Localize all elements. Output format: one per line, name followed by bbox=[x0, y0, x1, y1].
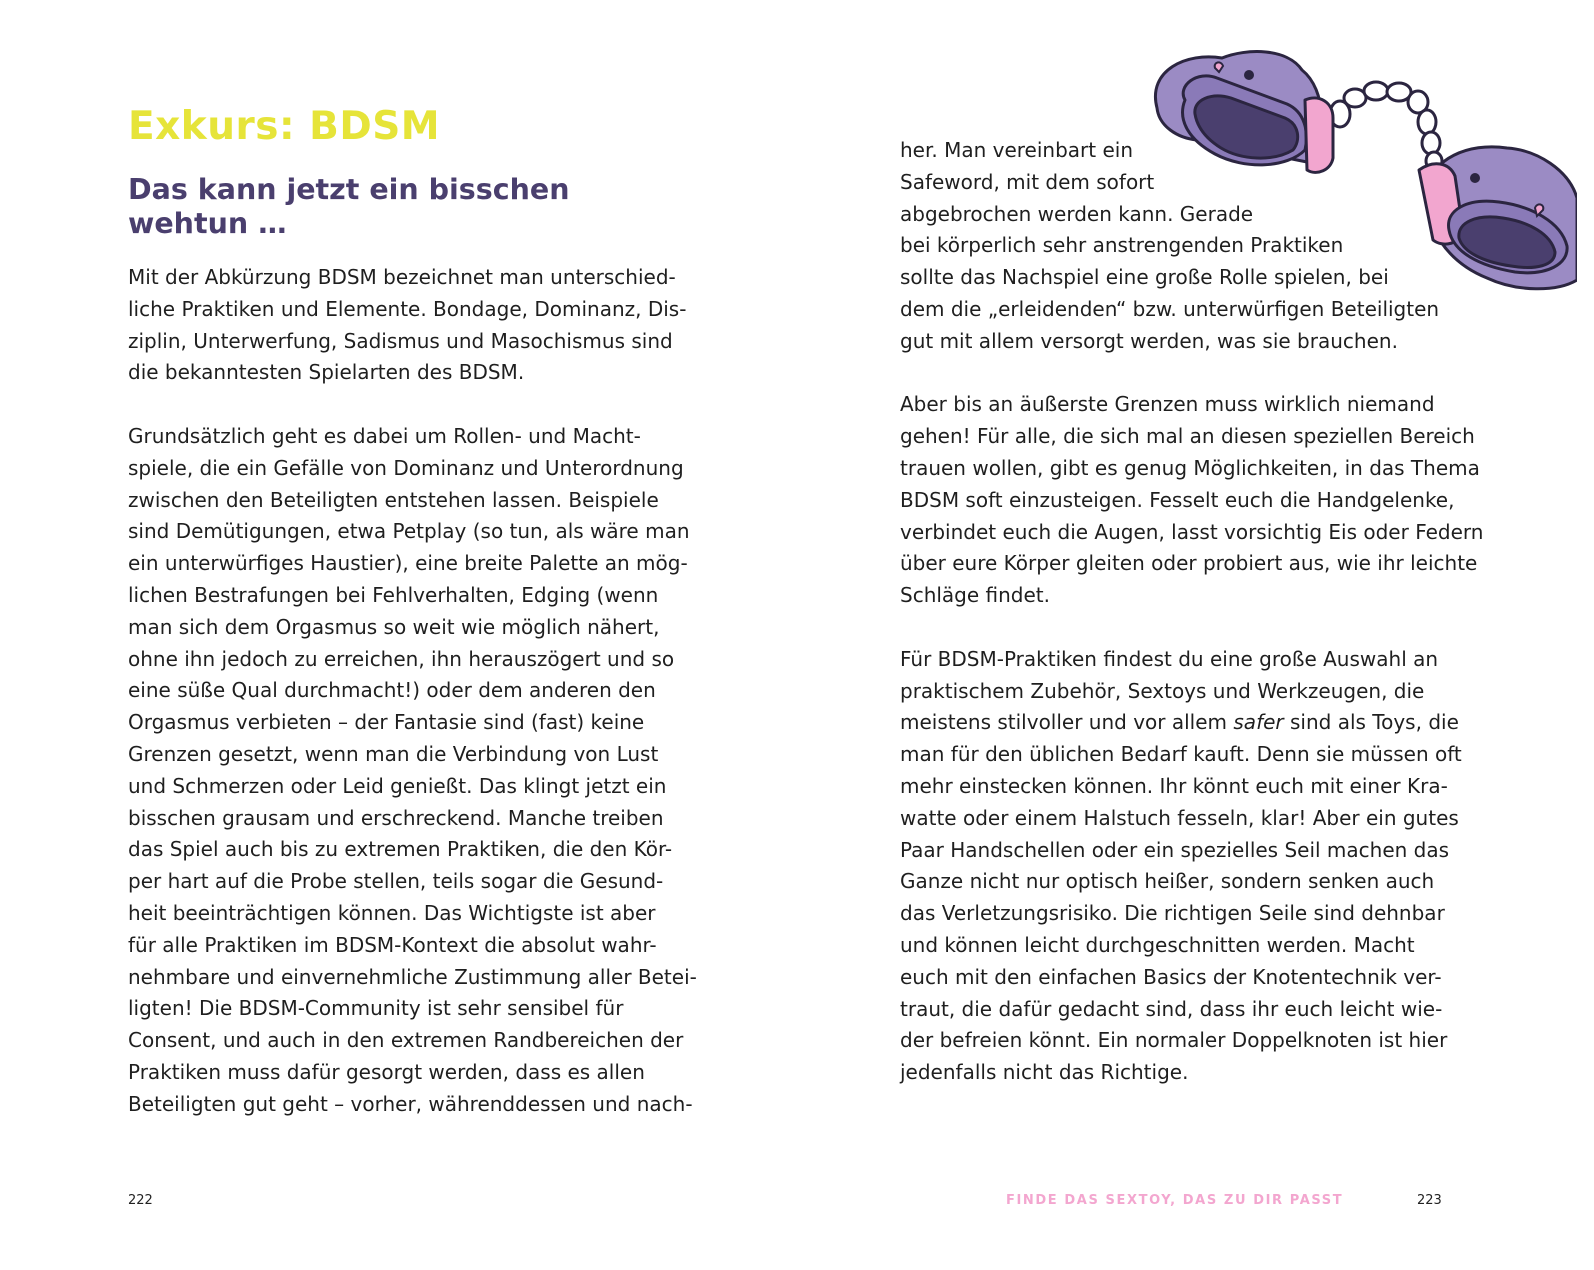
text-line: euch mit den einfachen Basics der Knotentechnik ver- bbox=[900, 964, 1442, 989]
paragraph bbox=[128, 262, 687, 389]
paragraph bbox=[128, 421, 697, 1121]
text-line: Mit der Abkürzung BDSM bezeichnet man unterschied- bbox=[128, 265, 676, 289]
text-line: sind Demütigungen, etwa Petplay (so tun, als wäre man bbox=[128, 519, 690, 544]
text-line: eine süße Qual durchmacht!) oder dem anderen den bbox=[128, 678, 656, 703]
text-line: Beteiligten gut geht – vorher, währenddessen und nach- bbox=[128, 1091, 693, 1116]
text-line: Orgasmus verbieten – der Fantasie sind (fast) keine bbox=[128, 710, 645, 735]
text-line: gehen! Für alle, die sich mal an diesen speziellen Bereich bbox=[900, 424, 1475, 449]
text-line: mehr einstecken können. Ihr könnt euch mit einer Kra- bbox=[900, 773, 1448, 798]
text-line: nehmbare und einvernehmliche Zustimmung aller Betei- bbox=[128, 964, 697, 989]
text-segment: sind als Toys, die bbox=[1283, 710, 1459, 735]
text-line: trauen wollen, gibt es genug Möglichkeiten, in das Thema bbox=[900, 455, 1480, 480]
text-segment: meistens stilvoller und vor allem bbox=[900, 710, 1234, 735]
text-line: für alle Praktiken im BDSM-Kontext die absolut wahr- bbox=[128, 932, 657, 957]
text-line: bisschen grausam und erschreckend. Manche treiben bbox=[128, 805, 664, 830]
text-line: Paar Handschellen oder ein spezielles Seil machen das bbox=[900, 837, 1450, 862]
text-line: liche Praktiken und Elemente. Bondage, Dominanz, Dis- bbox=[128, 296, 687, 321]
paragraph bbox=[900, 135, 1440, 358]
subtitle-line: Das kann jetzt ein bisschen bbox=[128, 173, 570, 206]
text-line: verbindet euch die Augen, lasst vorsichtig Eis oder Federn bbox=[900, 519, 1484, 544]
text-line: Grundsätzlich geht es dabei um Rollen- und Macht- bbox=[128, 423, 641, 448]
text-line: traut, die dafür gedacht sind, dass ihr euch leicht wie- bbox=[900, 996, 1443, 1021]
text-line: per hart auf die Probe stellen, teils sogar die Gesund- bbox=[128, 869, 664, 894]
text-line: Schläge findet. bbox=[900, 583, 1051, 608]
text-line: und können leicht durchgeschnitten werden. Macht bbox=[900, 932, 1415, 957]
text-line: zwischen den Beteiligten entstehen lassen. Beispiele bbox=[128, 487, 659, 512]
text-line: praktischem Zubehör, Sextoys und Werkzeugen, die bbox=[900, 678, 1425, 703]
text-line: bei körperlich sehr anstrengenden Praktiken bbox=[900, 233, 1344, 258]
text-line: Für BDSM-Praktiken findest du eine große Auswahl an bbox=[900, 646, 1439, 671]
text-line: ohne ihn jedoch zu erreichen, ihn herauszögert und so bbox=[128, 646, 675, 671]
paragraph bbox=[900, 644, 1462, 1089]
page-number: 222 bbox=[128, 1193, 153, 1208]
text-line: lichen Bestrafungen bei Fehlverhalten, Edging (wenn bbox=[128, 582, 659, 607]
subtitle bbox=[128, 173, 688, 241]
text-line: heit beeinträchtigen können. Das Wichtigste ist aber bbox=[128, 900, 656, 925]
text-line: Grenzen gesetzt, wenn man die Verbindung von Lust bbox=[128, 741, 659, 766]
text-line: spiele, die ein Gefälle von Dominanz und Unterordnung bbox=[128, 455, 684, 480]
text-line: die bekanntesten Spielarten des BDSM. bbox=[128, 360, 525, 385]
text-line: Safeword, mit dem sofort bbox=[900, 169, 1155, 194]
page-number: 223 bbox=[1417, 1193, 1442, 1208]
text-line: man für den üblichen Bedarf kauft. Denn sie müssen oft bbox=[900, 742, 1462, 767]
text-line: Consent, und auch in den extremen Randbereichen der bbox=[128, 1028, 684, 1053]
text-line: Aber bis an äußerste Grenzen muss wirklich niemand bbox=[900, 392, 1435, 417]
text-line: BDSM soft einzusteigen. Fesselt euch die Handgelenke, bbox=[900, 487, 1455, 512]
running-footer: FINDE DAS SEXTOY, DAS ZU DIR PASST bbox=[1006, 1193, 1344, 1208]
text-line: man sich dem Orgasmus so weit wie möglich nähert, bbox=[128, 614, 660, 639]
text-line: ziplin, Unterwerfung, Sadismus und Masochismus sind bbox=[128, 328, 673, 353]
text-line: das Verletzungsrisiko. Die richtigen Seile sind dehnbar bbox=[900, 901, 1445, 926]
text-line: das Spiel auch bis zu extremen Praktiken, die den Kör- bbox=[128, 837, 673, 862]
text-line: her. Man vereinbart ein bbox=[900, 138, 1133, 162]
text-line: der befreien könnt. Ein normaler Doppelknoten ist hier bbox=[900, 1028, 1448, 1053]
text-line: und Schmerzen oder Leid genießt. Das klingt jetzt ein bbox=[128, 773, 667, 798]
text-line: dem die „erleidenden“ bzw. unterwürfigen Beteiligten bbox=[900, 296, 1440, 321]
text-line: watte oder einem Halstuch fesseln, klar! Aber ein gutes bbox=[900, 805, 1459, 830]
text-line: über eure Körper gleiten oder probiert aus, wie ihr leichte bbox=[900, 551, 1478, 576]
paragraph bbox=[900, 389, 1484, 612]
emphasis-text: safer bbox=[1233, 710, 1284, 735]
section-title: Exkurs: BDSM bbox=[128, 104, 441, 149]
text-line: jedenfalls nicht das Richtige. bbox=[900, 1060, 1189, 1085]
text-line: ligten! Die BDSM-Community ist sehr sensibel für bbox=[128, 996, 624, 1021]
text-line: ein unterwürfiges Haustier), eine breite Palette an mög- bbox=[128, 551, 688, 576]
text-line: gut mit allem versorgt werden, was sie brauchen. bbox=[900, 328, 1398, 353]
text-line: abgebrochen werden kann. Gerade bbox=[900, 201, 1254, 226]
subtitle-line: wehtun … bbox=[128, 207, 287, 240]
text-line bbox=[900, 707, 1459, 739]
right-body-text bbox=[900, 135, 1484, 1089]
right-page bbox=[797, 0, 1594, 1270]
text-line: Ganze nicht nur optisch heißer, sondern senken auch bbox=[900, 869, 1435, 894]
text-line: Praktiken muss dafür gesorgt werden, dass es allen bbox=[128, 1059, 645, 1084]
left-body-text bbox=[128, 262, 697, 1121]
text-line: sollte das Nachspiel eine große Rolle spielen, bei bbox=[900, 265, 1389, 290]
